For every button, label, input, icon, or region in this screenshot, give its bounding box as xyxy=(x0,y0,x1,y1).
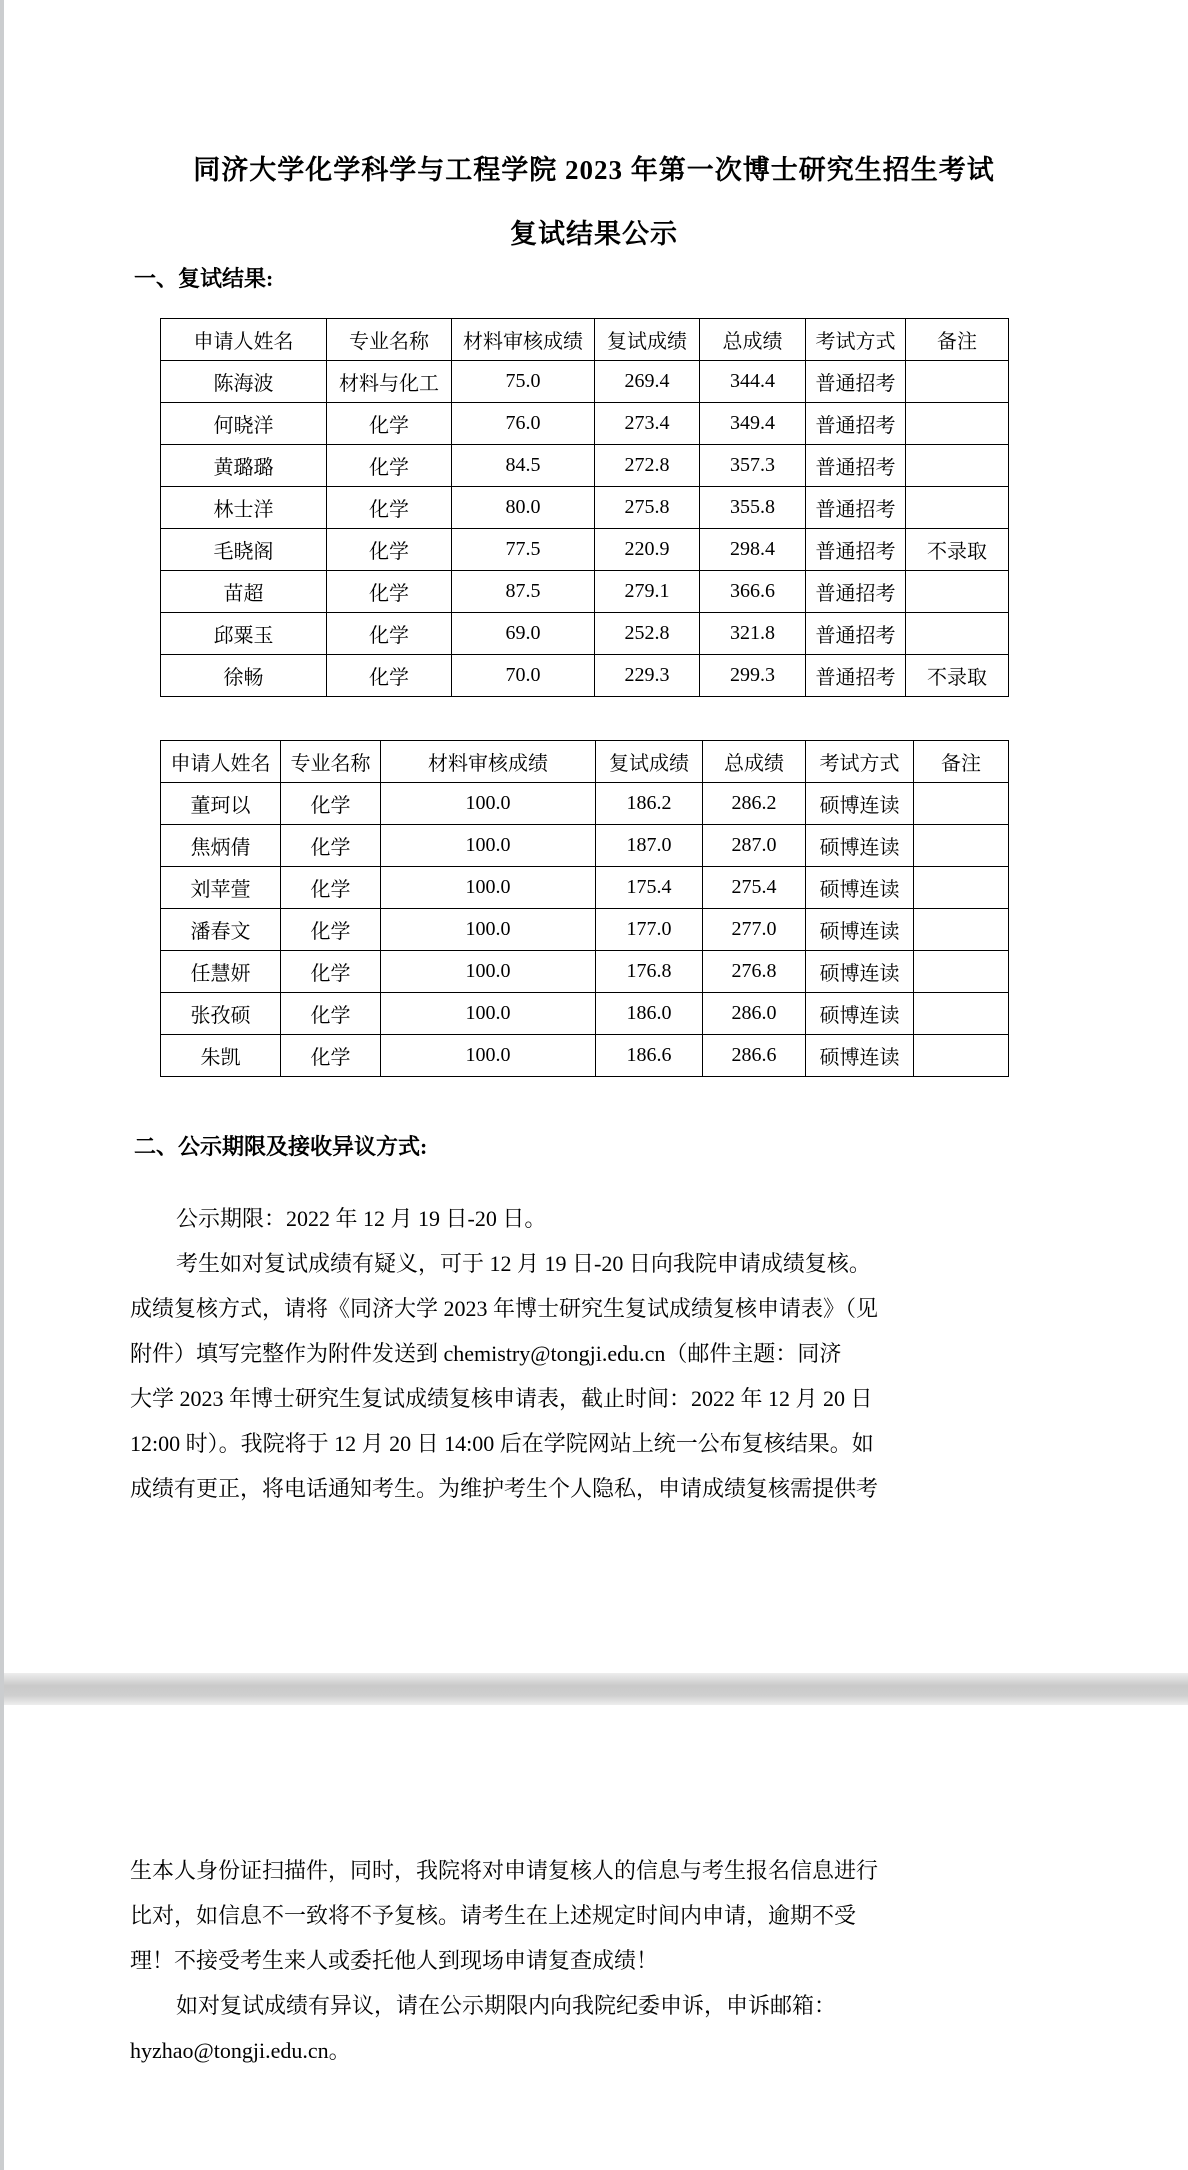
table-cell: 100.0 xyxy=(381,783,596,825)
table-header-row xyxy=(161,741,1009,783)
table-cell: 化学 xyxy=(327,613,452,655)
viewer-left-edge xyxy=(0,0,4,2170)
table-cell: 77.5 xyxy=(452,529,595,571)
table-row xyxy=(161,571,1009,613)
table-cell xyxy=(914,1035,1009,1077)
table-cell: 186.0 xyxy=(596,993,703,1035)
paragraph-line: 理！不接受考生来人或委托他人到现场申请复查成绩！ xyxy=(130,1948,659,1973)
table-row xyxy=(161,361,1009,403)
table-cell: 化学 xyxy=(327,571,452,613)
column-header: 材料审核成绩 xyxy=(381,741,596,783)
table-cell: 硕博连读 xyxy=(806,951,914,993)
section-1-heading: 一、复试结果: xyxy=(134,266,274,291)
table-row xyxy=(161,951,1009,993)
table-cell: 287.0 xyxy=(703,825,806,867)
table-cell: 硕博连读 xyxy=(806,825,914,867)
paragraph-line: 比对，如信息不一致将不予复核。请考生在上述规定时间内申请，逾期不受 xyxy=(130,1903,857,1928)
table-cell: 不录取 xyxy=(906,655,1009,697)
table-cell: 化学 xyxy=(327,445,452,487)
column-header: 专业名称 xyxy=(327,319,452,361)
table-cell: 化学 xyxy=(281,951,381,993)
table-cell: 187.0 xyxy=(596,825,703,867)
table-cell: 100.0 xyxy=(381,867,596,909)
table-cell xyxy=(906,445,1009,487)
table-cell xyxy=(906,613,1009,655)
table-cell xyxy=(914,951,1009,993)
table-cell: 275.4 xyxy=(703,867,806,909)
table-cell: 化学 xyxy=(281,1035,381,1077)
table-cell: 176.8 xyxy=(596,951,703,993)
table-cell: 邱粟玉 xyxy=(161,613,327,655)
table-cell: 普通招考 xyxy=(806,613,906,655)
table-cell: 175.4 xyxy=(596,867,703,909)
table-cell: 焦炳倩 xyxy=(161,825,281,867)
column-header: 总成绩 xyxy=(700,319,806,361)
column-header: 总成绩 xyxy=(703,741,806,783)
page-separator xyxy=(0,1673,1188,1705)
table-cell: 100.0 xyxy=(381,951,596,993)
results-table-successive-study xyxy=(160,740,1009,1077)
table-cell: 269.4 xyxy=(595,361,700,403)
table-cell: 366.6 xyxy=(700,571,806,613)
table-cell: 220.9 xyxy=(595,529,700,571)
table-cell xyxy=(914,783,1009,825)
table-cell: 普通招考 xyxy=(806,487,906,529)
table-cell: 化学 xyxy=(327,403,452,445)
table-cell: 277.0 xyxy=(703,909,806,951)
table-cell: 100.0 xyxy=(381,825,596,867)
document-title-line-2: 复试结果公示 xyxy=(510,219,678,249)
table-cell: 355.8 xyxy=(700,487,806,529)
table-cell: 毛晓阁 xyxy=(161,529,327,571)
column-header: 复试成绩 xyxy=(595,319,700,361)
table-cell: 不录取 xyxy=(906,529,1009,571)
table-cell xyxy=(906,403,1009,445)
table-cell: 化学 xyxy=(327,655,452,697)
table-cell: 任慧妍 xyxy=(161,951,281,993)
table-cell: 潘春文 xyxy=(161,909,281,951)
table-cell: 177.0 xyxy=(596,909,703,951)
paragraph-line: 大学 2023 年博士研究生复试成绩复核申请表，截止时间：2022 年 12 月 20 日 xyxy=(130,1386,873,1411)
table-row xyxy=(161,909,1009,951)
table-cell: 70.0 xyxy=(452,655,595,697)
section-2-heading: 二、公示期限及接收异议方式: xyxy=(134,1134,428,1159)
column-header: 申请人姓名 xyxy=(161,741,281,783)
table-cell: 普通招考 xyxy=(806,361,906,403)
table-cell: 化学 xyxy=(327,529,452,571)
table-cell: 229.3 xyxy=(595,655,700,697)
table-cell: 张孜硕 xyxy=(161,993,281,1035)
column-header: 材料审核成绩 xyxy=(452,319,595,361)
table-cell: 286.0 xyxy=(703,993,806,1035)
column-header: 备注 xyxy=(906,319,1009,361)
table-row xyxy=(161,445,1009,487)
table-cell: 刘苹萱 xyxy=(161,867,281,909)
table-cell xyxy=(914,993,1009,1035)
paragraph-line: 如对复试成绩有异议，请在公示期限内向我院纪委申诉，申诉邮箱： xyxy=(176,1993,837,2018)
table-cell: 279.1 xyxy=(595,571,700,613)
paragraph-line: 考生如对复试成绩有疑义，可于 12 月 19 日-20 日向我院申请成绩复核。 xyxy=(176,1251,871,1276)
paragraph-line: 生本人身份证扫描件，同时，我院将对申请复核人的信息与考生报名信息进行 xyxy=(130,1858,879,1883)
table-cell: 化学 xyxy=(281,909,381,951)
column-header: 考试方式 xyxy=(806,319,906,361)
table-cell xyxy=(914,867,1009,909)
table-cell: 化学 xyxy=(281,993,381,1035)
table-row xyxy=(161,613,1009,655)
table-cell: 林士洋 xyxy=(161,487,327,529)
table-cell: 298.4 xyxy=(700,529,806,571)
table-cell: 何晓洋 xyxy=(161,403,327,445)
table-header-row xyxy=(161,319,1009,361)
table-cell: 275.8 xyxy=(595,487,700,529)
table-cell: 化学 xyxy=(281,783,381,825)
paragraph-line: 12:00 时）。我院将于 12 月 20 日 14:00 后在学院网站上统一公布复核结果。如 xyxy=(130,1431,874,1456)
table-cell: 苗超 xyxy=(161,571,327,613)
table-cell: 硕博连读 xyxy=(806,909,914,951)
table-cell xyxy=(906,361,1009,403)
table-cell: 硕博连读 xyxy=(806,783,914,825)
paragraph-line: 附件）填写完整作为附件发送到 chemistry@tongji.edu.cn（邮件主题：同济 xyxy=(130,1341,842,1366)
table-row xyxy=(161,783,1009,825)
table-row xyxy=(161,403,1009,445)
table-cell: 273.4 xyxy=(595,403,700,445)
column-header: 备注 xyxy=(914,741,1009,783)
table-cell: 陈海波 xyxy=(161,361,327,403)
table-row xyxy=(161,529,1009,571)
table-cell: 87.5 xyxy=(452,571,595,613)
paragraph-line: 成绩有更正，将电话通知考生。为维护考生个人隐私，申请成绩复核需提供考 xyxy=(130,1476,879,1501)
table-row xyxy=(161,487,1009,529)
table-cell xyxy=(914,825,1009,867)
table-cell: 80.0 xyxy=(452,487,595,529)
table-cell: 349.4 xyxy=(700,403,806,445)
notice-paragraph-page-1 xyxy=(130,1196,1070,1511)
table-cell: 272.8 xyxy=(595,445,700,487)
table-cell xyxy=(914,909,1009,951)
table-cell: 硕博连读 xyxy=(806,867,914,909)
table-cell: 252.8 xyxy=(595,613,700,655)
table-cell: 普通招考 xyxy=(806,403,906,445)
table-row xyxy=(161,1035,1009,1077)
table-cell: 286.6 xyxy=(703,1035,806,1077)
table-cell: 徐畅 xyxy=(161,655,327,697)
document-title-line-1: 同济大学化学科学与工程学院 2023 年第一次博士研究生招生考试 xyxy=(193,155,995,185)
table-row xyxy=(161,825,1009,867)
results-table-regular-admission xyxy=(160,318,1009,697)
table-cell: 普通招考 xyxy=(806,529,906,571)
table-cell: 357.3 xyxy=(700,445,806,487)
table-cell xyxy=(906,571,1009,613)
table-cell: 硕博连读 xyxy=(806,1035,914,1077)
table-cell: 黄璐璐 xyxy=(161,445,327,487)
table-cell: 普通招考 xyxy=(806,571,906,613)
table-cell: 76.0 xyxy=(452,403,595,445)
column-header: 复试成绩 xyxy=(596,741,703,783)
notice-paragraph-page-2 xyxy=(130,1848,1070,2073)
table-cell: 100.0 xyxy=(381,1035,596,1077)
table-cell: 299.3 xyxy=(700,655,806,697)
table-cell: 普通招考 xyxy=(806,655,906,697)
column-header: 申请人姓名 xyxy=(161,319,327,361)
table-row xyxy=(161,867,1009,909)
table-cell: 344.4 xyxy=(700,361,806,403)
table-cell: 普通招考 xyxy=(806,445,906,487)
table-cell: 100.0 xyxy=(381,909,596,951)
table-cell: 186.2 xyxy=(596,783,703,825)
column-header: 考试方式 xyxy=(806,741,914,783)
table-row xyxy=(161,993,1009,1035)
table-cell: 321.8 xyxy=(700,613,806,655)
paragraph-line: 成绩复核方式，请将《同济大学 2023 年博士研究生复试成绩复核申请表》（见 xyxy=(130,1296,879,1321)
table-cell: 69.0 xyxy=(452,613,595,655)
table-cell: 100.0 xyxy=(381,993,596,1035)
table-cell: 朱凯 xyxy=(161,1035,281,1077)
paragraph-line: 公示期限：2022 年 12 月 19 日-20 日。 xyxy=(176,1206,547,1231)
table-cell: 化学 xyxy=(281,825,381,867)
table-cell: 286.2 xyxy=(703,783,806,825)
table-cell: 化学 xyxy=(281,867,381,909)
table-cell xyxy=(906,487,1009,529)
column-header: 专业名称 xyxy=(281,741,381,783)
table-cell: 84.5 xyxy=(452,445,595,487)
appeal-email-line: hyzhao@tongji.edu.cn。 xyxy=(130,2038,351,2063)
table-cell: 186.6 xyxy=(596,1035,703,1077)
table-cell: 75.0 xyxy=(452,361,595,403)
table-cell: 276.8 xyxy=(703,951,806,993)
table-cell: 董珂以 xyxy=(161,783,281,825)
table-row xyxy=(161,655,1009,697)
table-cell: 材料与化工 xyxy=(327,361,452,403)
table-cell: 化学 xyxy=(327,487,452,529)
table-cell: 硕博连读 xyxy=(806,993,914,1035)
